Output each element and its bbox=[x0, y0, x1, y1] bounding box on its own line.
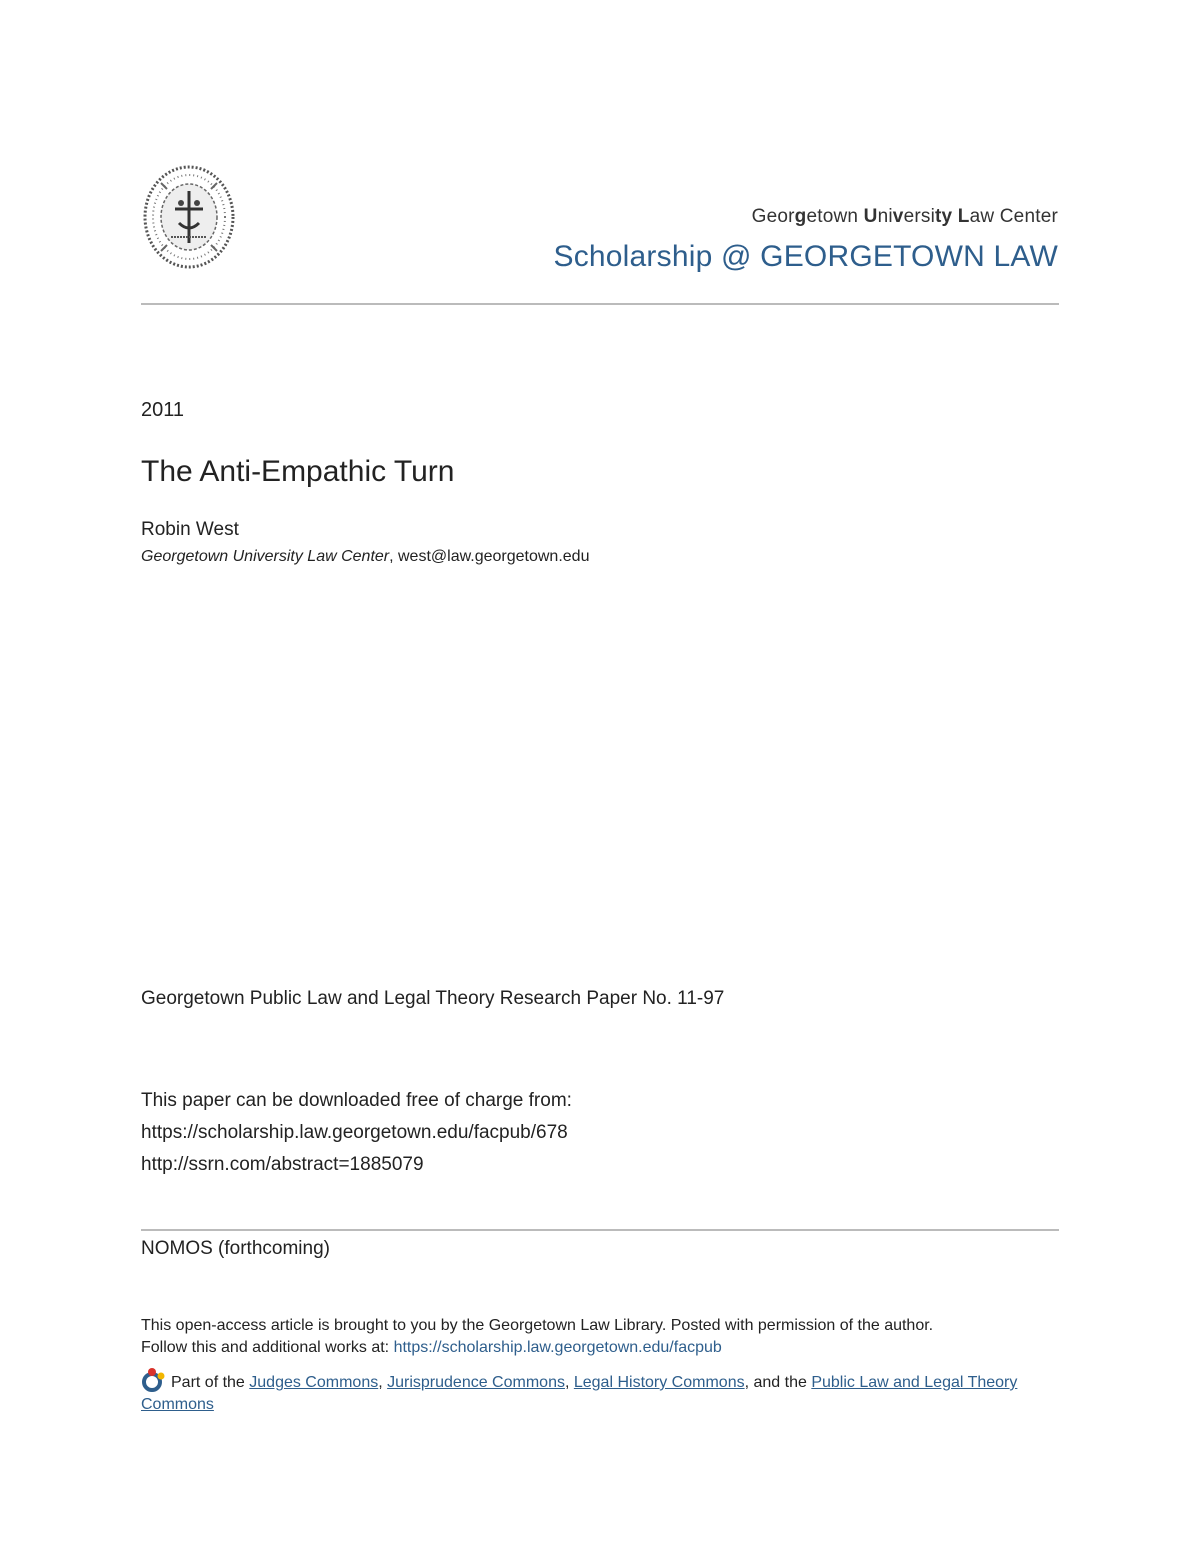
affiliation-name: Georgetown University Law Center bbox=[141, 548, 390, 565]
access-statement: This open-access article is brought to you by the Georgetown Law Library. Posted with permission of the author. bbox=[141, 1317, 934, 1334]
paper-title: The Anti-Empathic Turn bbox=[141, 455, 455, 488]
repository-name: Scholarship @ GEORGETOWN LAW bbox=[553, 240, 1058, 273]
citation: NOMOS (forthcoming) bbox=[141, 1238, 330, 1259]
follow-link[interactable]: https://scholarship.law.georgetown.edu/facpub bbox=[393, 1339, 722, 1356]
download-intro: This paper can be downloaded free of charge from: bbox=[141, 1090, 572, 1111]
author-affiliation: Georgetown University Law Center, west@law.georgetown.edu bbox=[141, 548, 590, 565]
paper-series: Georgetown Public Law and Legal Theory Research Paper No. 11-97 bbox=[141, 988, 725, 1009]
footer bbox=[141, 1315, 1059, 1416]
university-seal-icon bbox=[141, 163, 237, 271]
institution-name: Georgetown University Law Center bbox=[751, 206, 1058, 227]
download-link-ssrn[interactable]: http://ssrn.com/abstract=1885079 bbox=[141, 1154, 424, 1175]
judges-commons-link[interactable]: Judges Commons bbox=[249, 1374, 379, 1391]
follow-line: Follow this and additional works at: https://scholarship.law.georgetown.edu/facpub bbox=[141, 1339, 722, 1356]
author-name: Robin West bbox=[141, 519, 239, 540]
jurisprudence-commons-link[interactable]: Jurisprudence Commons bbox=[387, 1374, 565, 1391]
network-commons-icon bbox=[141, 1367, 167, 1393]
download-link-scholarship[interactable]: https://scholarship.law.georgetown.edu/facpub/678 bbox=[141, 1122, 568, 1143]
author-email[interactable]: west@law.georgetown.edu bbox=[398, 548, 590, 565]
top-divider bbox=[141, 303, 1059, 305]
bottom-divider bbox=[141, 1229, 1059, 1231]
commons-line: Part of the Judges Commons, Jurisprudence Commons, Legal History Commons, and the Public Law and Legal Theory Commons bbox=[141, 1367, 1059, 1416]
public-law-commons-link[interactable]: Public Law and Legal Theory Commons bbox=[141, 1374, 1018, 1413]
legal-history-commons-link[interactable]: Legal History Commons bbox=[573, 1374, 745, 1391]
header-branding bbox=[554, 206, 1059, 274]
publication-year: 2011 bbox=[141, 399, 185, 421]
download-block bbox=[141, 1085, 572, 1181]
